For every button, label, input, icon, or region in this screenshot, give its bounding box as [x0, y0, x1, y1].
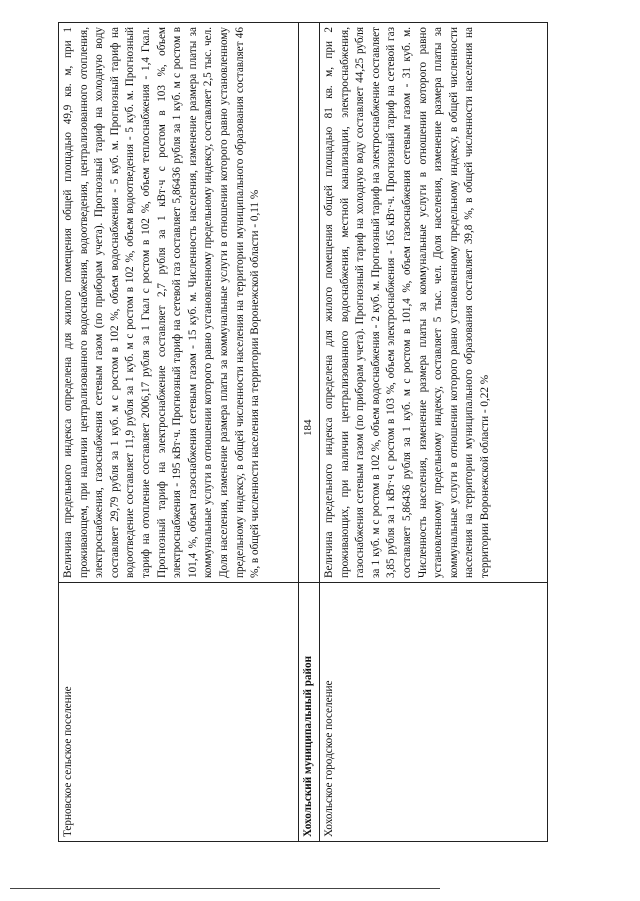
table-row — [320, 23, 548, 842]
settlement-description: Величина предельного индекса определена для жилого помещения общей площадью 49,9 кв. м, при 1 проживающем, при наличии централизованного водоснабжения, водоотведения, централизованного отопления, электроснабжения, газоснабжения сетевым газом (по приборам учета). Прогнозный тариф на холодную воду составляет 29,79 рубля за 1 куб. м с ростом в 102 %, объем водоснабжения - 5 куб. м. Прогнозный тариф на водоотведение составляет 11,9 рубля за 1 куб. м с ростом в 102 %, объем водоотведения - 5 куб. м. Прогнозный тариф на отопление составляет 2006,17 рубля за 1 Гкал с ростом в 102 %, объем теплоснабжения - 1,4 Гкал. Прогнозный тариф на электроснабжение составляет 2,7 рубля за 1 кВт·ч с ростом в 103 %, объем электроснабжения - 195 кВт·ч. Прогнозный тариф на сетевой газ составляет 5,86436 рубля за 1 куб. м с ростом в 101,4 %, объем газоснабжения сетевым газом - 15 куб. м. Численность населения, изменение размера платы за коммунальные услуги в отношении которого равно установленному предельному индексу, составляет 2,5 тыс. чел. Доля населения, изменение размера платы за коммунальные услуги в отношении которого равно установленному предельному индексу, в общей численности населения на территории муниципального образования составляет 46 %, в общей численности населения на территории Воронежской области - 0,11 % — [59, 23, 299, 583]
region-row — [299, 23, 320, 842]
region-name: Хохольский муниципальный район — [299, 583, 320, 842]
region-empty-cell — [299, 23, 320, 583]
table-row — [59, 23, 299, 842]
settlement-description: Величина предельного индекса определена для жилого помещения общей площадью 81 кв. м, при 2 проживающих, при наличии централизованного водоснабжения, местной канализации, электроснабжения, газоснабжения сетевым газом (по приборам учета). Прогнозный тариф на холодную воду составляет 44,25 рубля за 1 куб. м с ростом в 102 %, объем водоснабжения - 2 куб. м. Прогнозный тариф на электроснабжение составляет 3,85 рубля за 1 кВт·ч с ростом в 103 %, объем электроснабжения - 165 кВт·ч. Прогнозный тариф на сетевой газ составляет 5,86436 рубля за 1 куб. м с ростом в 101,4 %, объем газоснабжения сетевым газом - 31 куб. м. Численность населения, изменение размера платы за коммунальные услуги в отношении которого равно установленному предельному индексу, составляет 5 тыс. чел. Доля населения, изменение размера платы за коммунальные услуги в отношении которого равно установленному предельному индексу, в общей численности населения на территории муниципального образования составляет 39,8 %, в общей численности населения на территории Воронежской области - 0,22 % — [320, 23, 548, 583]
settlement-name: Хохольское городское поселение — [320, 583, 548, 842]
settlement-name: Терновское сельское поселение — [59, 583, 299, 842]
page-number: 184 — [302, 419, 314, 436]
tariff-table — [58, 22, 548, 842]
footer-rule — [10, 888, 440, 889]
rotated-table-wrapper — [58, 22, 548, 842]
